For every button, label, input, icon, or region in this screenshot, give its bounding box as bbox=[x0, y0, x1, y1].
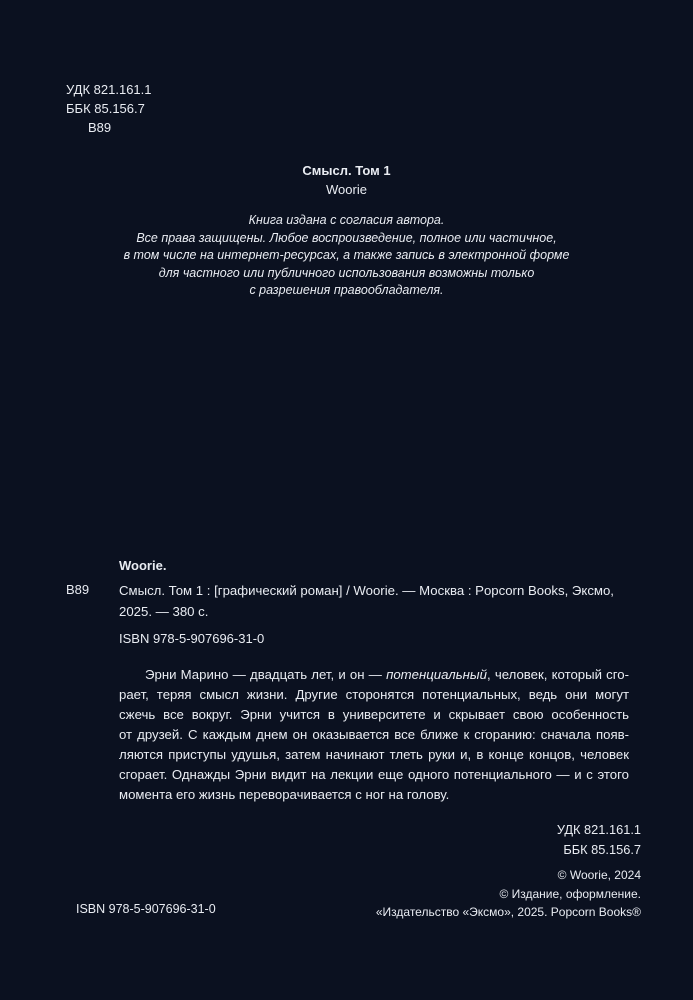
udk-code: УДК 821.161.1 bbox=[556, 822, 641, 837]
annotation-line: сжечь все вокруг. Эрни учится в университете и скрывает свою особенность bbox=[119, 707, 629, 722]
book-title: Смысл. Том 1 bbox=[302, 163, 391, 178]
annotation bbox=[119, 665, 629, 805]
bibliographic-description bbox=[119, 580, 614, 622]
author-mark: В89 bbox=[88, 120, 112, 135]
copyright-line: © Издание, оформление. bbox=[499, 886, 641, 901]
title-block bbox=[0, 161, 693, 199]
catalog-author-mark: В89 bbox=[66, 582, 90, 597]
bibliographic-line: 2025. — 380 с. bbox=[119, 604, 209, 619]
bbk-code: ББК 85.156.7 bbox=[563, 842, 641, 857]
annotation-line bbox=[119, 665, 629, 685]
bbk-code: ББК 85.156.7 bbox=[66, 101, 145, 116]
rights-notice bbox=[0, 212, 693, 300]
book-author: Woorie bbox=[326, 182, 367, 197]
rights-notice-line: в том числе на интернет-ресурсах, а также запись в электронной форме bbox=[123, 248, 570, 262]
annotation-line: момента его жизнь переворачивается с ног на голову. bbox=[119, 787, 450, 802]
bottom-classification-codes bbox=[557, 820, 641, 860]
rights-notice-line: Книга издана с согласия автора. bbox=[248, 213, 445, 227]
copyright-line: © Woorie, 2024 bbox=[557, 868, 641, 882]
annotation-line: ляются приступы удушья, затем начинают тлеть руки и, в конце концов, человек bbox=[119, 747, 629, 762]
udk-code: УДК 821.161.1 bbox=[66, 82, 152, 97]
annotation-text: , человек, который сго- bbox=[486, 667, 630, 682]
copyright-block bbox=[376, 866, 641, 922]
annotation-line: рает, теряя смысл жизни. Другие сторонятся потенциальных, ведь они могут bbox=[119, 687, 629, 702]
annotation-emphasis: потенциальный bbox=[386, 667, 487, 682]
rights-notice-line: Все права защищены. Любое воспроизведение, полное или частичное, bbox=[136, 230, 557, 245]
annotation-line: сгорает. Однажды Эрни видит на лекции еще одного потенциального — и с этого bbox=[119, 767, 629, 782]
bottom-isbn: ISBN 978-5-907696-31-0 bbox=[76, 902, 216, 916]
catalog-author-heading: Woorie. bbox=[119, 558, 167, 573]
annotation-text: Эрни Марино — двадцать лет, и он — bbox=[145, 667, 387, 682]
bibliographic-line: Смысл. Том 1 : [графический роман] / Woorie. — Москва : Popcorn Books, Эксмо, bbox=[119, 583, 614, 598]
top-classification-codes bbox=[66, 80, 152, 137]
annotation-line: от друзей. С каждым днем он оказывается все ближе к сгоранию: сначала появ- bbox=[119, 727, 629, 742]
rights-notice-line: с разрешения правообладателя. bbox=[249, 283, 444, 297]
catalog-isbn: ISBN 978-5-907696-31-0 bbox=[119, 631, 265, 646]
copyright-line: «Издательство «Эксмо», 2025. Popcorn Books® bbox=[375, 905, 641, 919]
rights-notice-line: для частного или публичного использования возможны только bbox=[158, 265, 535, 280]
